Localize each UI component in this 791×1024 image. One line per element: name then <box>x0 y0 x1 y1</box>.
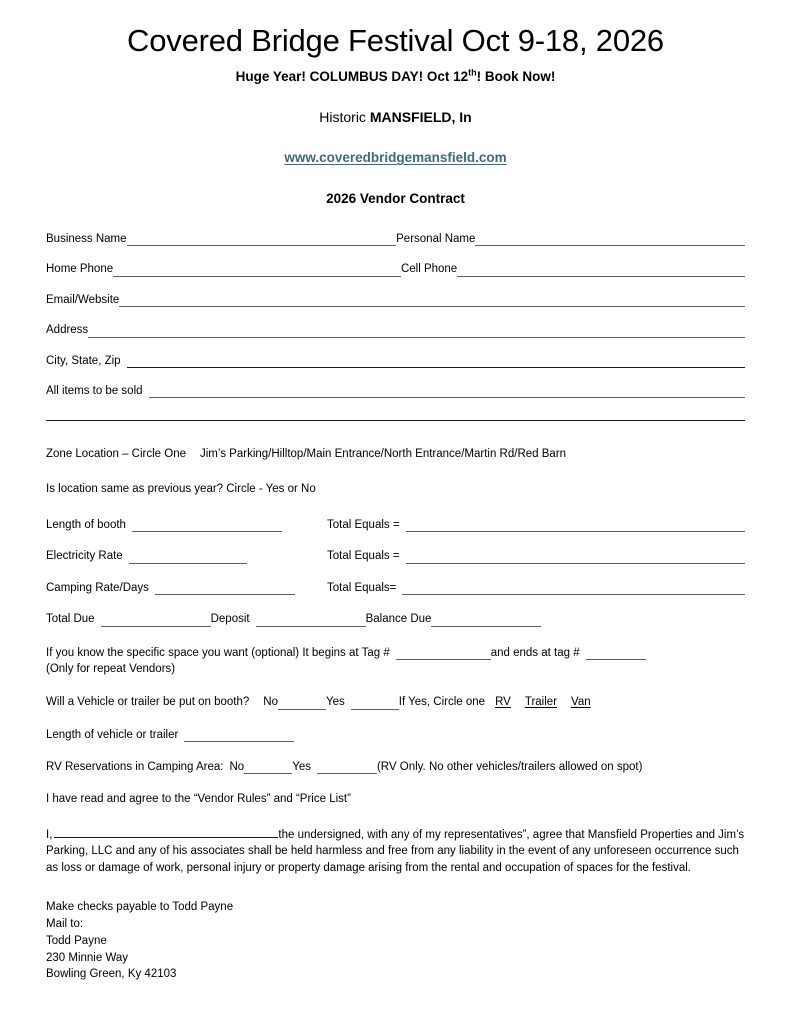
vehicle-option-van[interactable]: Van <box>571 696 591 709</box>
business-name-input[interactable] <box>127 234 397 246</box>
vehicle-length-label: Length of vehicle or trailer <box>46 728 179 741</box>
row-vehicle-on-booth <box>46 695 745 709</box>
booth-length-input[interactable] <box>132 520 282 532</box>
tag-start-input[interactable] <box>396 648 491 660</box>
website-link[interactable]: www.coveredbridgemansfield.com <box>284 150 507 166</box>
row-city-state-zip <box>46 354 745 368</box>
camping-rate-group <box>46 581 327 595</box>
electricity-total-input[interactable] <box>406 552 745 564</box>
rv-yes-label: Yes <box>292 761 311 774</box>
address-label: Address <box>46 324 89 337</box>
make-checks-payable-line: Make checks payable to Todd Payne <box>46 900 234 913</box>
liability-waiver-prefix: I, <box>46 828 53 841</box>
vehicle-length-input[interactable] <box>184 730 294 742</box>
mail-to-street: 230 Minnie Way <box>46 951 129 964</box>
rules-acknowledgement: I have read and agree to the “Vendor Rules” and “Price List” <box>46 793 351 806</box>
camping-rate-input[interactable] <box>155 583 295 595</box>
home-phone-label: Home Phone <box>46 263 114 276</box>
vehicle-yes-label: Yes <box>326 696 345 709</box>
electricity-rate-group <box>46 549 327 563</box>
signer-name-input[interactable] <box>54 827 278 838</box>
row-total-due <box>46 612 745 626</box>
vehicle-option-rv[interactable]: RV <box>495 696 511 709</box>
row-business-personal-name <box>46 232 745 246</box>
festival-subtitle <box>46 58 745 84</box>
pricing-row-camping <box>46 581 745 595</box>
liability-waiver-paragraph <box>46 827 745 876</box>
email-website-label: Email/Website <box>46 293 120 306</box>
page-title: Covered Bridge Festival Oct 9-18, 2026 <box>127 23 664 58</box>
rv-no-label: No <box>229 761 245 774</box>
deposit-label: Deposit <box>210 613 250 626</box>
vehicle-option-trailer[interactable]: Trailer <box>524 696 558 709</box>
electricity-total-label: Total Equals = <box>327 550 400 563</box>
rv-yes-input[interactable] <box>317 762 377 774</box>
same-location-question[interactable]: Is location same as previous year? Circle - Yes or No <box>46 482 316 495</box>
pricing-grid <box>46 518 745 595</box>
home-phone-input[interactable] <box>113 265 401 277</box>
pricing-row-electricity <box>46 549 745 563</box>
mail-to-name: Todd Payne <box>46 934 107 947</box>
rv-reservations-label: RV Reservations in Camping Area: <box>46 761 224 774</box>
mail-to-city-state-zip: Bowling Green, Ky 42103 <box>46 968 177 981</box>
camping-total-label: Total Equals= <box>327 581 397 594</box>
vehicle-question-label: Will a Vehicle or trailer be put on booth? <box>46 696 250 709</box>
booth-total-input[interactable] <box>406 520 745 532</box>
items-to-be-sold-label: All items to be sold <box>46 384 143 397</box>
booth-total-label: Total Equals = <box>327 519 400 532</box>
camping-rate-label: Camping Rate/Days <box>46 581 149 594</box>
items-to-be-sold-overflow-input[interactable] <box>46 420 745 421</box>
vehicle-yes-input[interactable] <box>351 698 399 710</box>
mail-to-label: Mail to: <box>46 917 84 930</box>
row-email-website <box>46 293 745 307</box>
items-to-be-sold-input[interactable] <box>149 386 745 398</box>
tag-range-middle-label: and ends at tag # <box>490 646 580 659</box>
electricity-rate-label: Electricity Rate <box>46 550 123 563</box>
booth-total-group <box>327 518 745 532</box>
electricity-total-group <box>327 549 745 563</box>
location-prefix: Historic <box>319 109 370 126</box>
camping-total-input[interactable] <box>402 583 745 595</box>
pricing-row-booth-length <box>46 518 745 532</box>
booth-length-group <box>46 518 327 532</box>
contract-heading: 2026 Vendor Contract <box>326 191 465 207</box>
website-row <box>46 125 745 167</box>
total-due-input[interactable] <box>101 615 211 627</box>
zone-location-label: Zone Location – Circle One <box>46 448 186 461</box>
subtitle-text-before: Huge Year! COLUMBUS DAY! Oct 12 <box>235 69 469 85</box>
electricity-rate-input[interactable] <box>129 552 247 564</box>
balance-due-label: Balance Due <box>365 613 432 626</box>
rv-no-input[interactable] <box>244 762 292 774</box>
city-state-zip-label: City, State, Zip <box>46 354 121 367</box>
row-home-cell-phone <box>46 262 745 276</box>
booth-length-label: Length of booth <box>46 519 126 532</box>
email-website-input[interactable] <box>119 295 745 307</box>
location-line <box>46 84 745 125</box>
vehicle-no-input[interactable] <box>278 698 326 710</box>
liability-waiver-body: the undersigned, with any of my representatives”, agree that Mansfield Properties and Jim’s Parking, LLC and any of his associates shall be held harmless and free from any liability in the event of any unforeseen occurrence such as loss or damage of work, personal injury or property damage arising from the rental and occupation of spaces for the festival. <box>46 828 745 874</box>
address-input[interactable] <box>88 326 745 338</box>
location-name: MANSFIELD, In <box>369 109 472 126</box>
row-items-to-be-sold <box>46 384 745 398</box>
total-due-label: Total Due <box>46 613 95 626</box>
tag-range-note: (Only for repeat Vendors) <box>46 662 176 675</box>
vehicle-no-label: No <box>263 696 278 709</box>
vendor-contract-form <box>46 206 745 983</box>
subtitle-ordinal-suffix: th <box>468 67 477 78</box>
business-name-label: Business Name <box>46 233 127 246</box>
deposit-input[interactable] <box>256 615 366 627</box>
row-rv-reservations <box>46 760 745 774</box>
row-vehicle-length <box>46 728 745 742</box>
row-tag-range <box>46 646 745 660</box>
cell-phone-label: Cell Phone <box>400 263 458 276</box>
camping-total-group <box>327 581 745 595</box>
cell-phone-input[interactable] <box>457 265 745 277</box>
row-address <box>46 323 745 337</box>
balance-due-input[interactable] <box>431 615 541 627</box>
personal-name-label: Personal Name <box>396 233 476 246</box>
city-state-zip-input[interactable] <box>127 356 745 368</box>
subtitle-text-after: ! Book Now! <box>476 69 556 85</box>
rv-reservations-note: (RV Only. No other vehicles/trailers allowed on spot) <box>376 761 643 774</box>
tag-end-input[interactable] <box>586 648 646 660</box>
payment-mailing-block <box>46 899 745 983</box>
personal-name-input[interactable] <box>475 234 745 246</box>
tag-range-intro-label: If you know the specific space you want (optional) It begins at Tag # <box>46 646 390 659</box>
zone-location-options[interactable]: Jim’s Parking/Hilltop/Main Entrance/North Entrance/Martin Rd/Red Barn <box>200 448 567 461</box>
zone-location-row <box>46 447 745 461</box>
vehicle-if-yes-label: If Yes, Circle one <box>398 696 486 709</box>
